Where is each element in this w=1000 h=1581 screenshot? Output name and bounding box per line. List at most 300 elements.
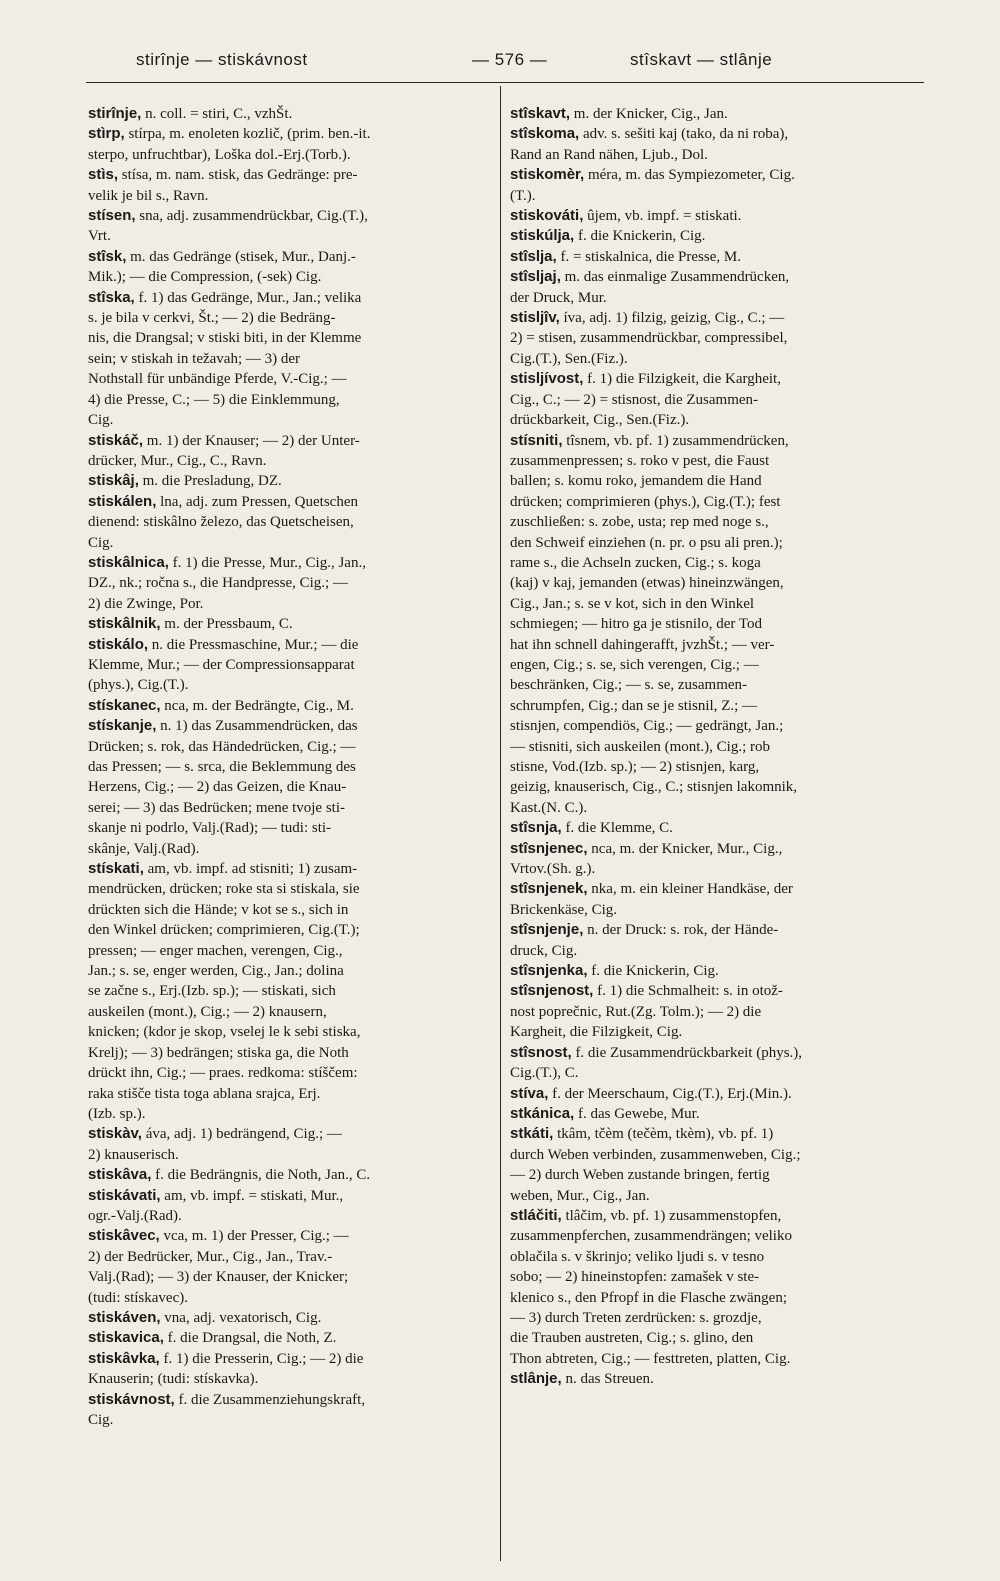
definition-text: Cig.(T.), C. bbox=[510, 1065, 579, 1082]
dictionary-entry bbox=[510, 818, 920, 838]
headword: stiskâvec, bbox=[88, 1227, 160, 1245]
headword: stiskávnost, bbox=[88, 1390, 175, 1408]
definition-text: — 2) durch Weben zustande bringen, fertig bbox=[510, 1167, 770, 1184]
definition-text: schmiegen; — hitro ga je stisnilo, der Tod bbox=[510, 616, 762, 633]
definition-text: (kaj) v kaj, jemanden (etwas) hineinzwängen, bbox=[510, 575, 784, 592]
entry-line bbox=[510, 1328, 920, 1348]
entry-line bbox=[510, 145, 920, 165]
definition-text: nca, m. der Knicker, Mur., Cig., bbox=[587, 840, 783, 857]
definition-text: n. die Pressmaschine, Mur.; — die bbox=[148, 636, 359, 653]
entry-line bbox=[510, 471, 920, 491]
definition-text: s. je bila v cerkvi, Št.; — 2) die Bedräng- bbox=[88, 310, 336, 327]
definition-text: Klemme, Mur.; — der Compressionsapparat bbox=[88, 656, 355, 673]
definition-text: das Pressen; — s. srca, die Beklemmung des bbox=[88, 759, 356, 775]
dictionary-entry bbox=[510, 839, 920, 880]
dictionary-entry bbox=[510, 308, 920, 369]
headword: stiskàv, bbox=[88, 1125, 142, 1143]
definition-text: f. 1) die Schmalheit: s. in otož- bbox=[593, 983, 783, 1000]
definition-text: stírpa, m. enoleten kozlič, (prim. ben.-it. bbox=[124, 126, 371, 143]
definition-text: pressen; — enger machen, verengen, Cig., bbox=[88, 942, 343, 959]
entry-line bbox=[510, 941, 920, 961]
entry-line bbox=[510, 1206, 920, 1226]
headword: stîskavt, bbox=[510, 105, 571, 122]
entry-line bbox=[88, 737, 484, 757]
entry-line bbox=[88, 1247, 484, 1267]
headword: stîsljaj, bbox=[510, 268, 561, 286]
entry-line bbox=[510, 839, 920, 859]
entry-line bbox=[88, 818, 484, 838]
dictionary-entry bbox=[88, 1308, 484, 1328]
entry-line bbox=[88, 1186, 484, 1206]
dictionary-entry bbox=[88, 124, 484, 165]
page-header bbox=[0, 42, 1000, 82]
definition-text: Kargheit, die Filzigkeit, Cig. bbox=[510, 1024, 683, 1041]
definition-text: lna, adj. zum Pressen, Quetschen bbox=[156, 493, 358, 510]
definition-text: weben, Mur., Cig., Jan. bbox=[510, 1187, 650, 1204]
definition-text: 2) der Bedrücker, Mur., Cig., Jan., Trav.- bbox=[88, 1248, 333, 1265]
definition-text: (T.). bbox=[510, 187, 536, 204]
definition-text: am, vb. impf. ad stisniti; 1) zusam- bbox=[143, 861, 358, 878]
definition-text: drücker, Mur., Cig., C., Ravn. bbox=[88, 452, 267, 469]
headword: stísniti, bbox=[510, 431, 563, 449]
entry-line bbox=[510, 1369, 920, 1389]
dictionary-entry bbox=[88, 696, 484, 716]
entry-line bbox=[510, 124, 920, 144]
entry-line bbox=[510, 390, 920, 410]
definition-text: DZ., nk.; ročna s., die Handpresse, Cig.; — bbox=[88, 575, 348, 592]
definition-text: den Winkel drücken; comprimieren, Cig.(T.); bbox=[88, 922, 360, 939]
dictionary-entry bbox=[510, 104, 920, 124]
dictionary-entry bbox=[510, 1084, 920, 1104]
headword: stirînje, bbox=[88, 105, 142, 122]
entry-line bbox=[510, 777, 920, 797]
definition-text: serei; — 3) das Bedrücken; mene tvoje sti- bbox=[88, 799, 346, 816]
headword: stiskáč, bbox=[88, 431, 144, 449]
entry-line bbox=[510, 186, 920, 206]
definition-text: Krelj); — 3) bedrängen; stiska ga, die Noth bbox=[88, 1044, 349, 1061]
dictionary-entry bbox=[88, 165, 484, 206]
headword: stiskâva, bbox=[88, 1166, 152, 1184]
dictionary-entry bbox=[510, 1206, 920, 1369]
entry-line bbox=[88, 716, 484, 736]
entry-line bbox=[88, 451, 484, 471]
definition-text: zusammenpferchen, zusammendrängen; veliko bbox=[510, 1228, 792, 1245]
entry-line bbox=[510, 1104, 920, 1124]
headword: stisljîv, bbox=[510, 309, 560, 327]
definition-text: f. die Knickerin, Cig. bbox=[574, 228, 706, 245]
definition-text: velik je bil s., Ravn. bbox=[88, 187, 209, 204]
definition-text: tîsnem, vb. pf. 1) zusammendrücken, bbox=[562, 432, 789, 449]
definition-text: sna, adj. zusammendrückbar, Cig.(T.), bbox=[135, 208, 368, 225]
definition-text: geizig, knauserisch, Cig., C.; stisnjen lakomnik, bbox=[510, 779, 798, 796]
definition-text: nca, m. der Bedrängte, Cig., M. bbox=[160, 697, 354, 714]
definition-text: Herzens, Cig.; — 2) das Geizen, die Knau- bbox=[88, 779, 347, 796]
entry-line bbox=[510, 1226, 920, 1246]
entry-line bbox=[88, 165, 484, 185]
dictionary-entry bbox=[88, 492, 484, 553]
definition-text: vna, adj. vexatorisch, Cig. bbox=[160, 1309, 322, 1326]
definition-text: klenico s., den Pfropf in die Flasche zwängen; bbox=[510, 1289, 788, 1306]
entry-line bbox=[510, 1288, 920, 1308]
headword: stláčiti, bbox=[510, 1206, 562, 1224]
dictionary-entry bbox=[88, 1124, 484, 1165]
definition-text: drückten sich die Hände; v kot se s., sich in bbox=[88, 901, 349, 918]
entry-line bbox=[510, 1002, 920, 1022]
definition-text: f. die Bedrängnis, die Noth, Jan., C. bbox=[151, 1167, 371, 1184]
definition-text: ballen; s. komu roko, jemandem die Hand bbox=[510, 473, 762, 490]
entry-line bbox=[510, 247, 920, 267]
header-right-guide-words: stîskavt — stlânje bbox=[630, 50, 773, 69]
dictionary-entry bbox=[510, 247, 920, 267]
dictionary-entry bbox=[88, 1165, 484, 1185]
entry-line bbox=[510, 1043, 920, 1063]
definition-text: Thon abtreten, Cig.; — festtreten, platten, Cig. bbox=[510, 1350, 791, 1367]
entry-line bbox=[88, 1369, 484, 1389]
definition-text: nost poprečnic, Rut.(Zg. Tolm.); — 2) die bbox=[510, 1003, 762, 1020]
dictionary-entry bbox=[510, 226, 920, 246]
entry-line bbox=[88, 1308, 484, 1328]
header-rule bbox=[86, 82, 924, 83]
dictionary-entry bbox=[88, 431, 484, 472]
entry-line bbox=[88, 390, 484, 410]
definition-text: m. die Presladung, DZ. bbox=[138, 473, 282, 490]
entry-line bbox=[510, 328, 920, 348]
definition-text: f. 1) die Presserin, Cig.; — 2) die bbox=[159, 1350, 364, 1367]
headword: stísen, bbox=[88, 207, 136, 225]
dictionary-entry bbox=[88, 288, 484, 431]
entry-line bbox=[88, 308, 484, 328]
definition-text: f. die Zusammenziehungskraft, bbox=[174, 1391, 366, 1408]
headword: stîsnja, bbox=[510, 819, 562, 837]
entry-line bbox=[88, 1145, 484, 1165]
entry-line bbox=[88, 349, 484, 369]
definition-text: f. 1) das Gedränge, Mur., Jan.; velika bbox=[134, 289, 362, 306]
entry-line bbox=[88, 1267, 484, 1287]
definition-text: n. das Streuen. bbox=[561, 1371, 654, 1388]
entry-line bbox=[88, 1002, 484, 1022]
definition-text: se začne s., Erj.(Izb. sp.); — stiskati, sich bbox=[88, 983, 336, 1000]
definition-text: Cig., Jan.; s. se v kot, sich in den Winkel bbox=[510, 595, 755, 612]
entry-line bbox=[88, 594, 484, 614]
definition-text: sobo; — 2) hineinstopfen: zamašek v ste- bbox=[510, 1269, 760, 1286]
headword: stisljívost, bbox=[510, 370, 584, 388]
definition-text: áva, adj. 1) bedrängend, Cig.; — bbox=[141, 1126, 342, 1143]
entry-line bbox=[510, 594, 920, 614]
headword: stîsnjenka, bbox=[510, 962, 588, 980]
definition-text: Nothstall für unbändige Pferde, V.-Cig.; — bbox=[88, 371, 347, 388]
entry-line bbox=[88, 675, 484, 695]
definition-text: zuschließen: s. zobe, usta; rep med noge s., bbox=[510, 514, 769, 531]
definition-text: tlâčim, vb. pf. 1) zusammenstopfen, bbox=[561, 1207, 782, 1224]
definition-text: Jan.; s. se, enger werden, Cig., Jan.; dolina bbox=[88, 963, 344, 980]
headword: stlânje, bbox=[510, 1370, 562, 1388]
headword: stíva, bbox=[510, 1084, 549, 1102]
definition-text: Cig. bbox=[88, 534, 114, 551]
definition-text: Cig. bbox=[88, 1412, 114, 1428]
definition-text: Cig.(T.), Sen.(Fiz.). bbox=[510, 350, 628, 367]
dictionary-entry bbox=[510, 1369, 920, 1389]
dictionary-entry bbox=[88, 635, 484, 696]
entry-line bbox=[510, 369, 920, 389]
definition-text: n. coll. = stiri, C., vzhŠt. bbox=[141, 106, 293, 122]
entry-line bbox=[510, 1022, 920, 1042]
entry-line bbox=[510, 553, 920, 573]
definition-text: méra, m. das Sympiezometer, Cig. bbox=[584, 167, 795, 184]
definition-text: m. der Knicker, Cig., Jan. bbox=[570, 106, 728, 122]
definition-text: rame s., die Achseln zucken, Cig.; s. koga bbox=[510, 554, 761, 571]
entry-line bbox=[510, 492, 920, 512]
dictionary-entry bbox=[88, 1186, 484, 1227]
definition-text: — stisniti, sich auskeilen (mont.), Cig.; rob bbox=[510, 738, 770, 755]
definition-text: stisnjen, compendiös, Cig.; — gedrängt, Jan.; bbox=[510, 718, 784, 735]
headword: stîska, bbox=[88, 288, 135, 306]
headword: stîskoma, bbox=[510, 125, 580, 143]
headword: stìs, bbox=[88, 166, 119, 184]
entry-line bbox=[510, 410, 920, 430]
entry-line bbox=[510, 165, 920, 185]
entry-line bbox=[88, 226, 484, 246]
entry-line bbox=[88, 1410, 484, 1430]
definition-text: f. die Drangsal, die Noth, Z. bbox=[163, 1330, 337, 1347]
definition-text: skanje ni podrlo, Valj.(Rad); — tudi: sti- bbox=[88, 820, 332, 837]
dictionary-entry bbox=[88, 247, 484, 288]
entry-line bbox=[510, 981, 920, 1001]
dictionary-entry bbox=[510, 124, 920, 165]
definition-text: Brickenkäse, Cig. bbox=[510, 901, 618, 918]
entry-line bbox=[88, 206, 484, 226]
entry-line bbox=[88, 573, 484, 593]
entry-line bbox=[510, 1267, 920, 1287]
entry-line bbox=[88, 1165, 484, 1185]
entry-line bbox=[88, 145, 484, 165]
headword: stîsk, bbox=[88, 247, 127, 265]
definition-text: den Schweif einziehen (n. pr. o psu ali pren.); bbox=[510, 534, 783, 551]
definition-text: zusammenpressen; s. roko v pest, die Faust bbox=[510, 452, 770, 469]
headword: stiskáven, bbox=[88, 1308, 161, 1326]
entry-line bbox=[510, 1186, 920, 1206]
dictionary-entry bbox=[88, 1328, 484, 1348]
entry-line bbox=[510, 879, 920, 899]
entry-line bbox=[510, 206, 920, 226]
headword: stîsnjenec, bbox=[510, 839, 588, 857]
definition-text: m. der Pressbaum, C. bbox=[160, 616, 293, 633]
entry-line bbox=[88, 941, 484, 961]
definition-text: íva, adj. 1) filzig, geizig, Cig., C.; — bbox=[559, 310, 785, 327]
entry-line bbox=[88, 777, 484, 797]
headword: stiskâlnik, bbox=[88, 615, 161, 633]
entry-line bbox=[88, 961, 484, 981]
entry-line bbox=[510, 920, 920, 940]
headword: stiskávati, bbox=[88, 1186, 161, 1204]
entry-line bbox=[88, 1206, 484, 1226]
dictionary-entry bbox=[510, 165, 920, 206]
definition-text: — 3) durch Treten zerdrücken: s. grozdje, bbox=[510, 1309, 762, 1326]
entry-line bbox=[510, 308, 920, 328]
definition-text: die Trauben austreten, Cig.; s. glino, den bbox=[510, 1330, 754, 1347]
definition-text: knicken; (kdor je skop, vselej le k sebi stiska, bbox=[88, 1024, 361, 1041]
entry-line bbox=[510, 757, 920, 777]
definition-text: sein; v stiskah in težavah; — 3) der bbox=[88, 350, 301, 367]
entry-line bbox=[88, 492, 484, 512]
dictionary-entry bbox=[510, 1043, 920, 1084]
dictionary-entry bbox=[88, 716, 484, 859]
dictionary-entry bbox=[88, 859, 484, 1124]
entry-line bbox=[510, 635, 920, 655]
definition-text: auskeilen (mont.), Cig.; — 2) knausern, bbox=[88, 1003, 327, 1020]
definition-text: der Druck, Mur. bbox=[510, 289, 607, 306]
entry-line bbox=[88, 839, 484, 859]
entry-line bbox=[88, 471, 484, 491]
dictionary-entry bbox=[510, 879, 920, 920]
definition-text: 2) = stisen, zusammendrückbar, compressibel, bbox=[510, 330, 788, 347]
dictionary-entry bbox=[510, 981, 920, 1042]
entry-line bbox=[510, 900, 920, 920]
definition-text: schrumpfen, Cig.; dan se je stisnil, Z.; — bbox=[510, 697, 758, 714]
left-column bbox=[88, 104, 484, 1430]
entry-line bbox=[510, 512, 920, 532]
entry-line bbox=[88, 124, 484, 144]
definition-text: skânje, Valj.(Rad). bbox=[88, 840, 200, 857]
definition-text: Valj.(Rad); — 3) der Knauser, der Knicker; bbox=[88, 1269, 349, 1286]
entry-line bbox=[88, 798, 484, 818]
entry-line bbox=[510, 696, 920, 716]
dictionary-entry bbox=[510, 431, 920, 819]
definition-text: nis, die Drangsal; v stiski biti, in der Klemme bbox=[88, 330, 362, 347]
entry-line bbox=[88, 1084, 484, 1104]
definition-text: stísa, m. nam. stisk, das Gedränge: pre- bbox=[118, 167, 358, 184]
definition-text: sterpo, unfruchtbar), Loška dol.-Erj.(Torb.). bbox=[88, 146, 351, 163]
definition-text: Cig., C.; — 2) = stisnost, die Zusammen- bbox=[510, 391, 759, 408]
entry-line bbox=[510, 798, 920, 818]
headword: stiskomèr, bbox=[510, 166, 585, 184]
definition-text: tkâm, tčèm (tečèm, tkèm), vb. pf. 1) bbox=[553, 1126, 774, 1143]
definition-text: Vrtov.(Sh. g.). bbox=[510, 861, 596, 878]
definition-text: vca, m. 1) der Presser, Cig.; — bbox=[159, 1228, 349, 1245]
definition-text: ogr.-Valj.(Rad). bbox=[88, 1207, 182, 1224]
right-column bbox=[510, 104, 920, 1390]
entry-line bbox=[510, 655, 920, 675]
definition-text: oblačila s. v škrinjo; veliko ljudi s. v tesno bbox=[510, 1248, 765, 1265]
headword: stiskováti, bbox=[510, 207, 584, 225]
entry-line bbox=[510, 859, 920, 879]
definition-text: n. 1) das Zusammendrücken, das bbox=[156, 718, 358, 735]
definition-text: f. die Knickerin, Cig. bbox=[587, 963, 719, 980]
entry-line bbox=[510, 1145, 920, 1165]
entry-line bbox=[88, 431, 484, 451]
entry-line bbox=[88, 1043, 484, 1063]
entry-line bbox=[88, 512, 484, 532]
entry-line bbox=[88, 1328, 484, 1348]
definition-text: Drücken; s. rok, das Händedrücken, Cig.; — bbox=[88, 738, 356, 755]
entry-line bbox=[88, 859, 484, 879]
definition-text: am, vb. impf. = stiskati, Mur., bbox=[160, 1187, 344, 1204]
entry-line bbox=[510, 431, 920, 451]
header-left-guide-words: stirînje — stiskávnost bbox=[136, 50, 308, 69]
headword: stískanje, bbox=[88, 717, 157, 735]
dictionary-entry bbox=[510, 267, 920, 308]
dictionary-entry bbox=[510, 961, 920, 981]
entry-line bbox=[88, 981, 484, 1001]
dictionary-entry bbox=[88, 104, 484, 124]
entry-line bbox=[88, 1390, 484, 1410]
entry-line bbox=[88, 1288, 484, 1308]
entry-line bbox=[510, 573, 920, 593]
definition-text: beschränken, Cig.; — s. se, zusammen- bbox=[510, 677, 748, 694]
entry-line bbox=[510, 716, 920, 736]
entry-line bbox=[88, 186, 484, 206]
dictionary-entry bbox=[510, 1104, 920, 1124]
dictionary-entry bbox=[510, 920, 920, 961]
entry-line bbox=[510, 1165, 920, 1185]
entry-line bbox=[88, 1349, 484, 1369]
entry-line bbox=[88, 328, 484, 348]
headword: stîslja, bbox=[510, 247, 557, 265]
dictionary-entry bbox=[510, 206, 920, 226]
entry-line bbox=[88, 696, 484, 716]
dictionary-entry bbox=[510, 369, 920, 430]
entry-line bbox=[510, 349, 920, 369]
definition-text: Cig. bbox=[88, 412, 114, 429]
entry-line bbox=[510, 1308, 920, 1328]
definition-text: drücken; comprimieren (phys.), Cig.(T.); fest bbox=[510, 493, 781, 510]
definition-text: mendrücken, drücken; roke sta si stiskala, sie bbox=[88, 881, 360, 898]
entry-line bbox=[510, 737, 920, 757]
entry-line bbox=[510, 267, 920, 287]
definition-text: Rand an Rand nähen, Ljub., Dol. bbox=[510, 146, 708, 163]
definition-text: dienend: stiskâlno železo, das Quetscheisen, bbox=[88, 514, 354, 531]
entry-line bbox=[88, 104, 484, 124]
definition-text: hat ihn schnell dahingerafft, jvzhŠt.; — ver- bbox=[510, 636, 775, 653]
entry-line bbox=[88, 635, 484, 655]
dictionary-entry bbox=[88, 1390, 484, 1431]
entry-line bbox=[88, 757, 484, 777]
headword: stìrp, bbox=[88, 125, 125, 143]
definition-text: drückt ihn, Cig.; — praes. redkoma: stíščem: bbox=[88, 1065, 358, 1082]
entry-line bbox=[88, 553, 484, 573]
headword: stîsnost, bbox=[510, 1043, 572, 1061]
definition-text: durch Weben verbinden, zusammenweben, Cig.; bbox=[510, 1146, 801, 1163]
definition-text: adv. s. sešiti kaj (tako, da ni roba), bbox=[579, 126, 789, 143]
entry-line bbox=[510, 226, 920, 246]
definition-text: ûjem, vb. impf. = stiskati. bbox=[583, 208, 742, 225]
entry-line bbox=[88, 879, 484, 899]
definition-text: stisne, Vod.(Izb. sp.); — 2) stisnjen, karg, bbox=[510, 759, 760, 775]
dictionary-entry bbox=[88, 471, 484, 491]
entry-line bbox=[510, 1349, 920, 1369]
definition-text: Vrt. bbox=[88, 228, 111, 245]
definition-text: drückbarkeit, Cig., Sen.(Fiz.). bbox=[510, 412, 690, 429]
entry-line bbox=[510, 961, 920, 981]
definition-text: 4) die Presse, C.; — 5) die Einklemmung, bbox=[88, 391, 340, 408]
headword: stîsnjenje, bbox=[510, 921, 584, 939]
entry-line bbox=[510, 1063, 920, 1083]
headword: stiskâvka, bbox=[88, 1349, 160, 1367]
entry-line bbox=[88, 900, 484, 920]
entry-line bbox=[510, 288, 920, 308]
definition-text: f. die Klemme, C. bbox=[561, 820, 673, 837]
entry-line bbox=[88, 655, 484, 675]
dictionary-entry bbox=[88, 206, 484, 247]
definition-text: m. das einmalige Zusammendrücken, bbox=[560, 269, 790, 286]
headword: stîsnjenost, bbox=[510, 982, 594, 1000]
headword: stískanec, bbox=[88, 696, 161, 714]
column-divider bbox=[500, 86, 501, 1561]
headword: stiskúlja, bbox=[510, 227, 575, 245]
entry-line bbox=[88, 1022, 484, 1042]
definition-text: f. 1) die Filzigkeit, die Kargheit, bbox=[583, 371, 781, 388]
entry-line bbox=[88, 1104, 484, 1124]
definition-text: engen, Cig.; s. se, sich verengen, Cig.; — bbox=[510, 656, 759, 673]
